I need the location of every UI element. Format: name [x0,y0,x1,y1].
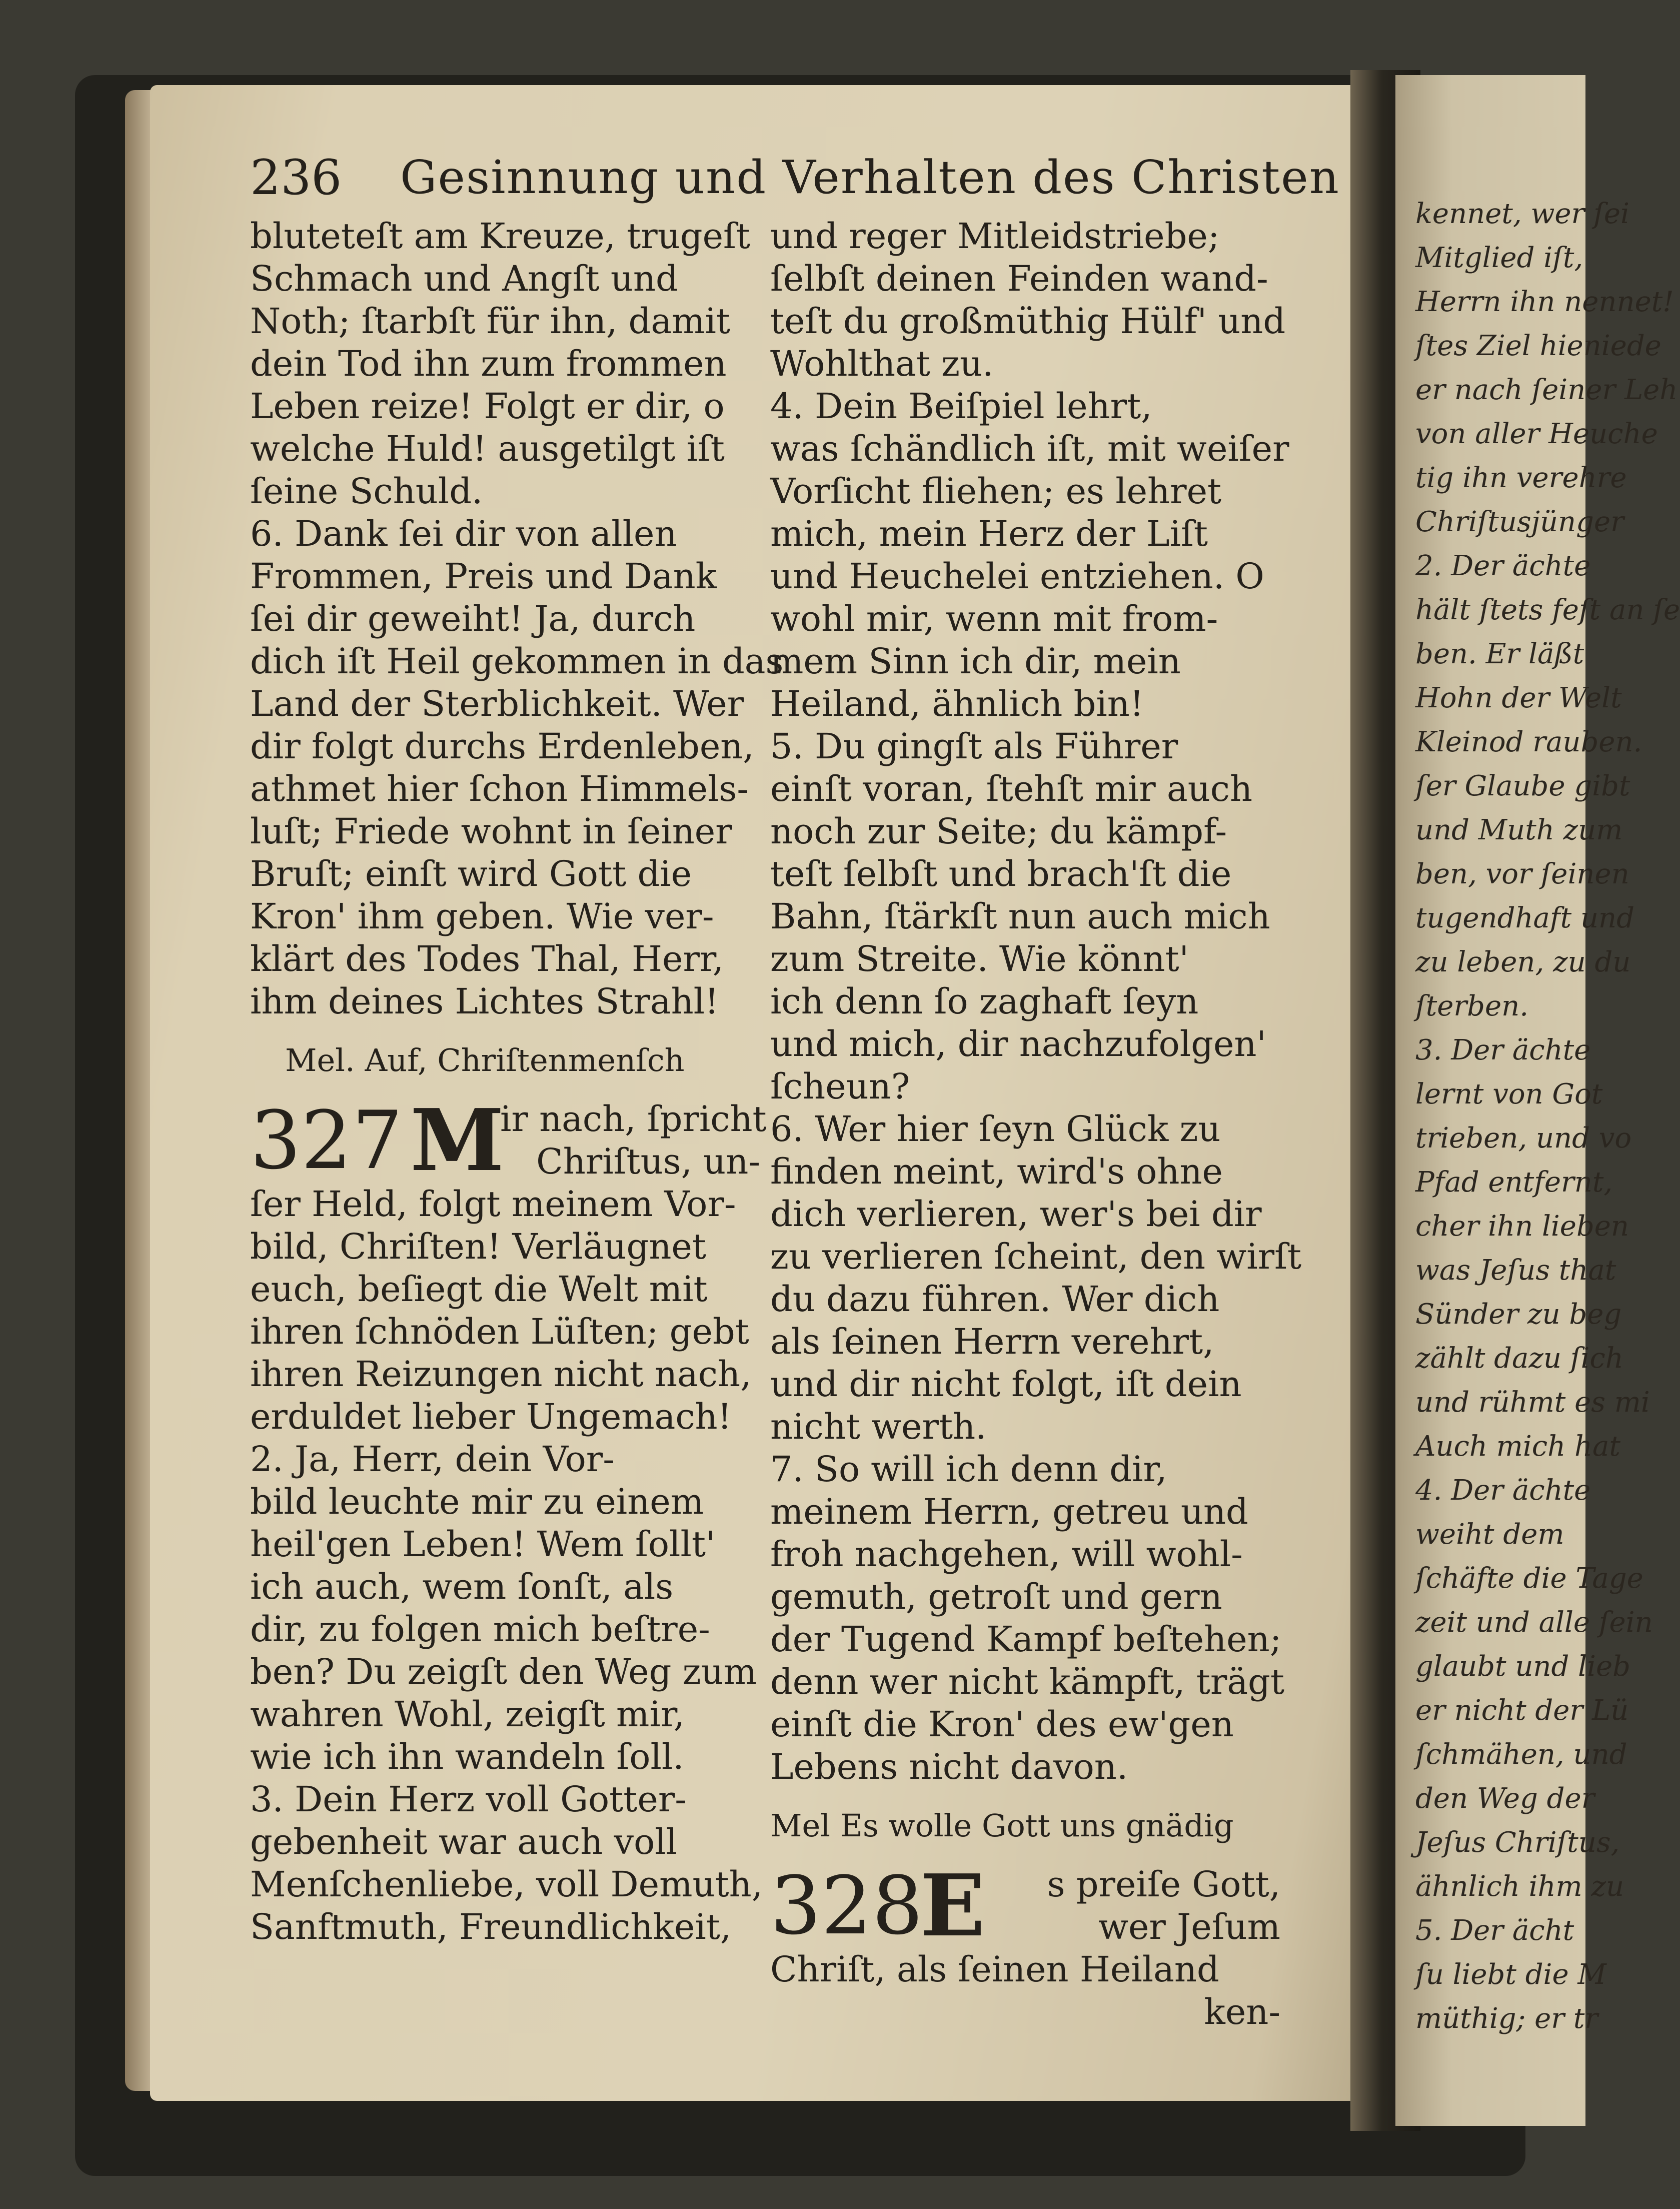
next-page-line: kennet, wer ſei [1415,198,1629,230]
text-line: Frommen, Preis und Dank [250,556,717,597]
page-number: 236 [250,150,342,206]
text-line: und reger Mitleidstriebe; [770,216,1220,257]
next-page-line: glaubt und lieb [1415,1650,1630,1683]
text-line: und Heuchelei entziehen. O [770,556,1264,597]
hymn-heading [250,1090,767,1191]
next-page-line: und Muth zum [1415,814,1623,846]
text-line: noch zur Seite; du kämpf- [770,811,1227,852]
text-line: erduldet lieber Ungemach! [250,1396,732,1437]
text-line: Kron' ihm geben. Wie ver- [250,896,714,937]
text-line: teſt du großmüthig Hülf' und [770,301,1286,342]
next-page-line: tig ihn verehre [1415,462,1627,494]
next-page-line: ben. Er läßt [1415,638,1584,670]
next-page-line: zählt dazu ſich [1415,1342,1623,1375]
right-column-text-a [770,215,1302,1788]
text-line: und dir nicht folgt, iſt dein [770,1364,1242,1405]
text-line: meinem Herrn, getreu und [770,1491,1248,1532]
next-page-line: zeit und alle ſein [1415,1606,1653,1639]
next-page-line: Kleinod rauben. [1415,726,1642,758]
next-page-line: ſchäfte die Tage [1415,1562,1643,1595]
text-line: Lebens nicht davon. [770,1746,1128,1787]
next-page-line: tugendhaft und [1415,902,1634,934]
next-page-line: was Jeſus that [1415,1254,1616,1287]
next-page-line: Jeſus Chriſtus, [1415,1826,1620,1859]
text-line: dich iſt Heil gekommen in das [250,641,784,682]
next-page-line: ſchmähen, und [1415,1738,1627,1771]
left-column-text-b [250,1183,763,1948]
hymn-initial: M [410,1090,505,1191]
next-page-line: ſtes Ziel hieniede [1415,330,1661,362]
hymn-initial: E [920,1856,985,1956]
text-line: denn wer nicht kämpft, trägt [770,1661,1284,1702]
text-line: Menſchenliebe, voll Demuth, [250,1864,763,1905]
hymn-head-line: wer Jeſum [1098,1906,1280,1947]
text-line: ihm deines Lichtes Strahl! [250,981,719,1022]
next-page-line: müthig; er tr [1415,2002,1598,2035]
next-page-line: ähnlich ihm zu [1415,1870,1624,1903]
text-line: heil'gen Leben! Wem ſollt' [250,1524,716,1565]
text-line: euch, beſiegt die Welt mit [250,1269,708,1310]
text-line: 5. Du gingſt als Führer [770,726,1178,767]
text-line: und mich, dir nachzufolgen' [770,1023,1266,1064]
text-line: der Tugend Kampf beſtehen; [770,1619,1282,1660]
text-line: dich verlieren, wer's bei dir [770,1194,1262,1235]
text-line: Sanftmuth, Freundlichkeit, [250,1906,732,1947]
hymn-heading [770,1856,1280,1956]
text-line: klärt des Todes Thal, Herr, [250,938,724,979]
text-line: Heiland, ähnlich bin! [770,683,1144,724]
next-page-line: ben, vor ſeinen [1415,858,1629,890]
text-line: mem Sinn ich dir, mein [770,641,1181,682]
next-page-line: ſterben. [1415,990,1528,1022]
text-line: Noth; ſtarbſt für ihn, damit [250,301,730,342]
next-page-line: cher ihn lieben [1415,1210,1629,1243]
text-line: gemuth, getroſt und gern [770,1576,1222,1617]
text-line: 3. Dein Herz voll Gotter- [250,1779,687,1820]
text-line: froh nachgehen, will wohl- [770,1534,1243,1575]
next-page-line: Chriſtusjünger [1415,506,1624,538]
text-line: gebenheit war auch voll [250,1821,678,1862]
next-page-line: Pfad entfernt, [1415,1166,1613,1199]
next-page-line: hält ſtets feſt an ſe [1415,594,1680,626]
next-page-line: Sünder zu beg [1415,1298,1622,1331]
hymn-head-line: s preiſe Gott, [1047,1864,1280,1905]
text-line: Land der Sterblichkeit. Wer [250,683,744,724]
text-line: einſt die Kron' des ew'gen [770,1704,1234,1745]
next-page-line: zu leben, zu du [1415,946,1631,978]
next-page-line: ſu liebt die M [1415,1958,1606,1991]
text-line: 6. Wer hier ſeyn Glück zu [770,1109,1221,1150]
catchword: ken- [1204,1991,1280,2032]
left-column [250,215,784,1948]
text-line: wohl mir, wenn mit from- [770,598,1218,639]
text-line: ich auch, wem ſonſt, als [250,1566,674,1607]
melody-line: Mel. Auf, Chriſtenmenſch [285,1042,685,1078]
next-page-line: Herrn ihn nennet! [1415,286,1674,318]
text-line: bluteteſt am Kreuze, trugeſt [250,216,751,257]
text-line: Schmach und Angſt und [250,258,678,299]
text-line: Wohlthat zu. [770,343,994,384]
text-line: Bahn, ſtärkſt nun auch mich [770,896,1270,937]
text-line: luſt; Friede wohnt in ſeiner [250,811,732,852]
text-line: ſcheun? [770,1066,910,1107]
text-line: 2. Ja, Herr, dein Vor- [250,1439,615,1480]
text-line: Bruſt; einſt wird Gott die [250,853,692,894]
next-page-line: lernt von Got [1415,1078,1603,1111]
text-line: 7. So will ich denn dir, [770,1449,1167,1490]
text-line: mich, mein Herz der Liſt [770,513,1208,554]
hymn-number: 327 [250,1093,403,1187]
right-column-text-b [770,1948,1280,1991]
text-line: als ſeinen Herrn verehrt, [770,1321,1214,1362]
text-line: finden meint, wird's ohne [770,1151,1223,1192]
next-page-line: 4. Der ächte [1415,1474,1591,1507]
hymn-head-line: ir nach, ſpricht [500,1098,767,1140]
next-page-line: er nicht der Lü [1415,1694,1629,1727]
next-page-fragment [1395,75,1680,2126]
next-page-line: 5. Der ächt [1415,1914,1574,1947]
next-page-line: 2. Der ächte [1415,550,1591,582]
text-line: bild leuchte mir zu einem [250,1481,704,1522]
text-line: welche Huld! ausgetilgt iſt [250,428,725,469]
next-page-line: weiht dem [1415,1518,1564,1551]
text-line: dein Tod ihn zum frommen [250,343,727,384]
text-line: ſeine Schuld. [250,471,483,512]
text-line: ihren Reizungen nicht nach, [250,1354,752,1395]
next-page-line: 3. Der ächte [1415,1034,1591,1066]
text-line: ſei dir geweiht! Ja, durch [250,598,696,639]
next-page-line: Hohn der Welt [1415,682,1622,714]
text-line: bild, Chriſten! Verläugnet [250,1226,706,1267]
text-line: ben? Du zeigſt den Weg zum [250,1651,757,1692]
next-page-line: den Weg der [1415,1782,1595,1815]
text-line: Vorſicht fliehen; es lehret [770,471,1222,512]
left-page [150,85,1375,2101]
next-page-line: Mitglied iſt, [1415,242,1583,274]
text-line: 6. Dank ſei dir von allen [250,513,677,554]
hymn-head-line: Chriſtus, un- [536,1141,760,1182]
next-page-line: Auch mich hat [1415,1430,1620,1463]
text-line: Chriſt, als ſeinen Heiland [770,1949,1219,1990]
text-line: zu verlieren ſcheint, den wirſt [770,1236,1302,1277]
melody-line: Mel Es wolle Gott uns gnädig [770,1807,1234,1844]
text-line: was ſchändlich iſt, mit weiſer [770,428,1289,469]
text-line: dir folgt durchs Erdenleben, [250,726,754,767]
text-line: ihren ſchnöden Lüſten; gebt [250,1311,749,1352]
text-line: wahren Wohl, zeigſt mir, [250,1694,685,1735]
text-line: du dazu führen. Wer dich [770,1279,1220,1320]
next-page-line: trieben, und vo [1415,1122,1632,1155]
text-line: nicht werth. [770,1406,987,1447]
text-line: ich denn ſo zaghaft ſeyn [770,981,1199,1022]
next-page-line: und rühmt es mi [1415,1386,1650,1419]
left-column-text-a [250,215,784,1023]
text-line: 4. Dein Beiſpiel lehrt, [770,386,1152,427]
right-column [770,215,1302,2033]
text-line: Leben reize! Folgt er dir, o [250,386,725,427]
text-line: zum Streite. Wie könnt' [770,938,1189,979]
next-page-line: er nach ſeiner Leh [1415,374,1678,406]
text-line: teſt ſelbſt und brach'ſt die [770,853,1232,894]
text-line: einſt voran, ſtehſt mir auch [770,768,1253,809]
text-line: ſer Held, folgt meinem Vor- [250,1184,736,1225]
next-page-line: von aller Heuche [1415,418,1658,450]
hymn-number: 328 [770,1859,923,1952]
running-title: Gesinnung und Verhalten des Christen [400,151,1340,204]
page-header [250,130,1340,215]
text-line: dir, zu folgen mich beſtre- [250,1609,710,1650]
text-line: athmet hier ſchon Himmels- [250,768,749,809]
text-line: ſelbſt deinen Feinden wand- [770,258,1268,299]
text-line: wie ich ihn wandeln ſoll. [250,1736,684,1777]
next-page-line: ſer Glaube gibt [1415,770,1630,802]
